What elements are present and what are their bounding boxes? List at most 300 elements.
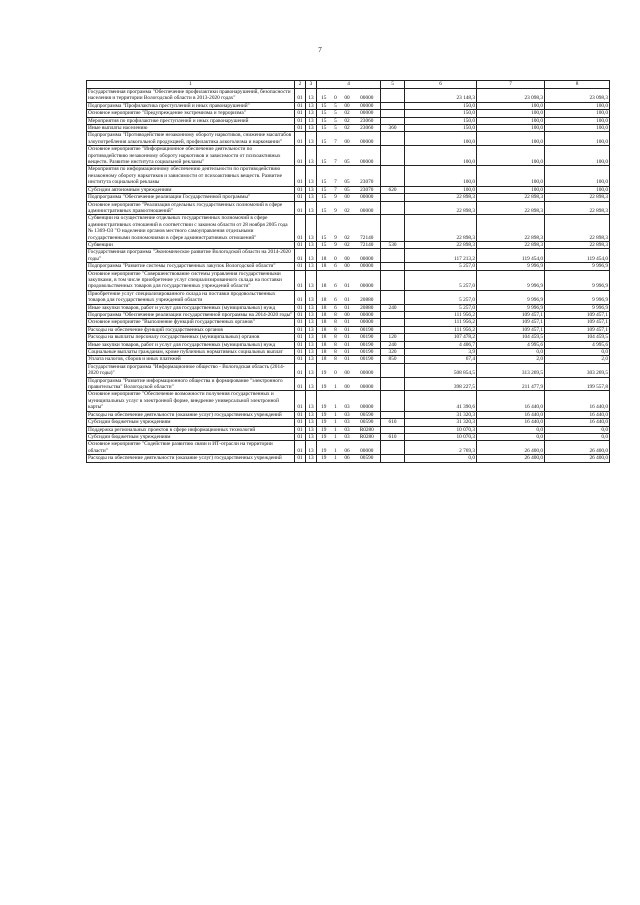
target-code-activity-cell: 01 (341, 304, 354, 311)
target-code-activity-cell: 05 (341, 166, 354, 186)
amount-year3-cell: 0,0 (545, 433, 610, 440)
row-name-cell: Иные закупки товаров, работ и услуг для государственных (муниципальных) нужд (87, 304, 295, 311)
target-code-program-cell: 19 (317, 377, 331, 391)
table-row (87, 363, 610, 377)
section-code-cell: 01 (295, 186, 306, 193)
target-code-direction-cell: 00590 (354, 411, 381, 418)
amount-year2-cell: 109 457,1 (477, 312, 545, 319)
target-code-activity-cell: 00 (341, 377, 354, 391)
row-name-cell: Государственная программа "Обеспечение профилактики правонарушений, безопасности населения и территории Вологодской области в 2013-2020 годах" (87, 89, 295, 103)
table-row (87, 341, 610, 348)
row-name-cell: Социальные выплаты гражданам, кроме публичных нормативных социальных выплат (87, 349, 295, 356)
amount-year3-cell: 9 996,9 (545, 304, 610, 311)
row-name-cell: Расходы на выплаты персоналу государственных (муниципальных) органов (87, 334, 295, 341)
expense-type-cell (381, 201, 405, 215)
target-code-activity-cell: 00 (341, 363, 354, 377)
target-code-subprogram-cell: 7 (331, 186, 341, 193)
amount-year2-cell: 313 269,5 (477, 363, 545, 377)
col-header-7: 7 (477, 81, 545, 89)
target-code-program-cell: 18 (317, 356, 331, 363)
target-code-program-cell: 19 (317, 426, 331, 433)
amount-year2-cell: 16 440,0 (477, 419, 545, 426)
amount-year2-cell: 0,0 (477, 433, 545, 440)
expense-type-cell (381, 215, 405, 242)
target-code-program-cell: 15 (317, 132, 331, 146)
target-code-subprogram-cell: 6 (331, 304, 341, 311)
target-code-direction-cell: 23070 (354, 186, 381, 193)
row-name-cell: Основное мероприятие "Обеспечение возможности получения государственных и муниципальных услуг в электронной форме, внедрение универсальной электронной карты" (87, 391, 295, 411)
target-code-direction-cell: 00000 (354, 110, 381, 117)
section-code-cell: 01 (295, 117, 306, 124)
target-code-program-cell: 19 (317, 411, 331, 418)
section-code-cell: 01 (295, 363, 306, 377)
row-name-cell: Основное мероприятие "Содействие развитию связи и ИТ-отрасли на территории области" (87, 441, 295, 455)
amount-year2-cell: 22 898,3 (477, 241, 545, 248)
amount-year2-cell: 100,0 (477, 117, 545, 124)
amount-year1-cell: 100,0 (405, 132, 477, 146)
target-code-direction-cell: 00590 (354, 419, 381, 426)
target-code-subprogram-cell: 8 (331, 312, 341, 319)
amount-year2-cell: 9 996,9 (477, 290, 545, 304)
subsection-code-cell: 13 (306, 349, 317, 356)
target-code-program-cell: 15 (317, 166, 331, 186)
amount-year2-cell: 4 995,6 (477, 341, 545, 348)
expense-type-cell: 620 (381, 186, 405, 193)
target-code-subprogram-cell: 0 (331, 249, 341, 263)
expense-type-cell (381, 290, 405, 304)
target-code-activity-cell: 02 (341, 201, 354, 215)
section-code-cell: 01 (295, 110, 306, 117)
subsection-code-cell: 13 (306, 89, 317, 103)
amount-year1-cell: 150,0 (405, 125, 477, 132)
target-code-activity-cell: 00 (341, 102, 354, 109)
expense-type-cell (381, 110, 405, 117)
target-code-program-cell: 18 (317, 290, 331, 304)
section-code-cell: 01 (295, 89, 306, 103)
row-name-cell: Подпрограмма "Противодействие незаконному обороту наркотиков, снижение масштабов злоупотребления алкогольной продукцией, профилактика алкоголизма и наркомании" (87, 132, 295, 146)
target-code-subprogram-cell: 5 (331, 125, 341, 132)
table-row (87, 290, 610, 304)
subsection-code-cell: 13 (306, 125, 317, 132)
subsection-code-cell: 13 (306, 356, 317, 363)
target-code-program-cell: 15 (317, 194, 331, 201)
expense-type-cell (381, 426, 405, 433)
amount-year1-cell: 508 854,5 (405, 363, 477, 377)
section-code-cell: 01 (295, 334, 306, 341)
target-code-direction-cell: 23070 (354, 166, 381, 186)
col-header-4: 4 (317, 81, 381, 89)
subsection-code-cell: 13 (306, 166, 317, 186)
row-name-cell: Основное мероприятие "Совершенствование системы управления государственными закупками, в том числе приобретение услуг специализированного склада на поставки продовольственных товаров для государственных учреждений области" (87, 270, 295, 290)
amount-year3-cell: 9 996,9 (545, 290, 610, 304)
amount-year3-cell: 2,0 (545, 356, 610, 363)
amount-year3-cell: 119 454,0 (545, 249, 610, 263)
amount-year3-cell: 22 898,3 (545, 241, 610, 248)
expense-type-cell: 850 (381, 356, 405, 363)
amount-year3-cell: 100,0 (545, 132, 610, 146)
amount-year3-cell: 100,0 (545, 166, 610, 186)
subsection-code-cell: 13 (306, 319, 317, 326)
target-code-activity-cell: 02 (341, 215, 354, 242)
subsection-code-cell: 13 (306, 290, 317, 304)
table-row (87, 132, 610, 146)
target-code-direction-cell: 00000 (354, 249, 381, 263)
amount-year1-cell: 111 956,2 (405, 312, 477, 319)
amount-year1-cell: 4 406,7 (405, 341, 477, 348)
subsection-code-cell: 13 (306, 117, 317, 124)
amount-year3-cell: 16 440,0 (545, 411, 610, 418)
section-code-cell: 01 (295, 312, 306, 319)
amount-year2-cell: 9 996,9 (477, 304, 545, 311)
amount-year3-cell: 199 557,8 (545, 377, 610, 391)
amount-year1-cell: 41 390,6 (405, 391, 477, 411)
target-code-activity-cell: 01 (341, 319, 354, 326)
table-row (87, 110, 610, 117)
amount-year1-cell: 3,9 (405, 349, 477, 356)
target-code-direction-cell: 20880 (354, 290, 381, 304)
expense-type-cell: 240 (381, 341, 405, 348)
row-name-cell: Субвенции на осуществление отдельных государственных полномочий в сфере административных отношений в соответствии с законом области от 28 ноября 2005 года № 1369-ОЗ "О наделении органов местного самоуправления отдельными государственными полномочиями в сфере административных отношений" (87, 215, 295, 242)
amount-year2-cell: 0,0 (477, 349, 545, 356)
expense-type-cell: 360 (381, 125, 405, 132)
target-code-direction-cell: 72140 (354, 215, 381, 242)
col-header-6: 6 (405, 81, 477, 89)
row-name-cell: Расходы на обеспечение деятельности (оказание услуг) государственных учреждений (87, 455, 295, 462)
amount-year2-cell: 100,0 (477, 186, 545, 193)
subsection-code-cell: 13 (306, 326, 317, 333)
table-row (87, 455, 610, 462)
table-row (87, 215, 610, 242)
col-header-3: 3 (306, 81, 317, 89)
target-code-direction-cell: R0280 (354, 433, 381, 440)
subsection-code-cell: 13 (306, 377, 317, 391)
amount-year1-cell: 10 070,3 (405, 426, 477, 433)
amount-year1-cell: 398 227,5 (405, 377, 477, 391)
subsection-code-cell: 13 (306, 441, 317, 455)
amount-year2-cell: 109 457,1 (477, 326, 545, 333)
amount-year1-cell: 5 257,0 (405, 304, 477, 311)
section-code-cell: 01 (295, 166, 306, 186)
subsection-code-cell: 13 (306, 194, 317, 201)
row-name-cell: Основное мероприятие "Предупреждение экстремизма и терроризма" (87, 110, 295, 117)
expense-type-cell (381, 363, 405, 377)
expense-type-cell (381, 441, 405, 455)
target-code-activity-cell: 01 (341, 290, 354, 304)
amount-year2-cell: 16 440,0 (477, 391, 545, 411)
row-name-cell: Субсидии автономным учреждениям (87, 186, 295, 193)
target-code-activity-cell: 05 (341, 146, 354, 166)
target-code-activity-cell: 03 (341, 419, 354, 426)
target-code-program-cell: 19 (317, 363, 331, 377)
section-code-cell: 01 (295, 194, 306, 201)
target-code-activity-cell: 02 (341, 241, 354, 248)
subsection-code-cell: 13 (306, 201, 317, 215)
amount-year1-cell: 67,4 (405, 356, 477, 363)
subsection-code-cell: 13 (306, 132, 317, 146)
expense-type-cell: 610 (381, 433, 405, 440)
amount-year3-cell: 100,0 (545, 102, 610, 109)
target-code-program-cell: 15 (317, 186, 331, 193)
subsection-code-cell: 13 (306, 334, 317, 341)
amount-year2-cell: 2,0 (477, 356, 545, 363)
amount-year1-cell: 107 478,2 (405, 334, 477, 341)
amount-year3-cell: 109 457,1 (545, 319, 610, 326)
target-code-direction-cell: R0280 (354, 426, 381, 433)
amount-year3-cell: 100,0 (545, 125, 610, 132)
target-code-direction-cell: 00190 (354, 356, 381, 363)
amount-year2-cell: 100,0 (477, 125, 545, 132)
section-code-cell: 01 (295, 341, 306, 348)
target-code-activity-cell: 05 (341, 186, 354, 193)
table-row (87, 356, 610, 363)
table-row (87, 270, 610, 290)
target-code-direction-cell: 00000 (354, 201, 381, 215)
target-code-activity-cell: 06 (341, 455, 354, 462)
section-code-cell: 01 (295, 263, 306, 270)
row-name-cell: Мероприятия по информационному обеспечению деятельности по противодействию незаконному обороту наркотиков и зависимости от психоактивных веществ. Развитие института социальной рекламы (87, 166, 295, 186)
expense-type-cell: 610 (381, 419, 405, 426)
amount-year2-cell: 0,0 (477, 426, 545, 433)
amount-year1-cell: 31 320,3 (405, 419, 477, 426)
target-code-program-cell: 15 (317, 117, 331, 124)
target-code-activity-cell: 03 (341, 411, 354, 418)
target-code-program-cell: 18 (317, 341, 331, 348)
target-code-activity-cell: 02 (341, 125, 354, 132)
target-code-activity-cell: 00 (341, 194, 354, 201)
target-code-program-cell: 15 (317, 125, 331, 132)
table-row (87, 319, 610, 326)
amount-year1-cell: 100,0 (405, 166, 477, 186)
row-name-cell: Основное мероприятие "Информационное обеспечение деятельности по противодействию незаконному обороту наркотиков и зависимости от психоактивных веществ. Развитие института социальной рекламы" (87, 146, 295, 166)
amount-year2-cell: 16 440,0 (477, 411, 545, 418)
target-code-direction-cell: 20880 (354, 304, 381, 311)
subsection-code-cell: 13 (306, 146, 317, 166)
amount-year2-cell: 100,0 (477, 102, 545, 109)
amount-year3-cell: 100,0 (545, 146, 610, 166)
table-row (87, 201, 610, 215)
target-code-direction-cell: 00190 (354, 349, 381, 356)
target-code-activity-cell: 00 (341, 89, 354, 103)
amount-year3-cell: 26 400,0 (545, 455, 610, 462)
amount-year1-cell: 22 898,3 (405, 194, 477, 201)
subsection-code-cell: 13 (306, 433, 317, 440)
target-code-direction-cell: 00000 (354, 363, 381, 377)
expense-type-cell (381, 194, 405, 201)
target-code-activity-cell: 03 (341, 433, 354, 440)
amount-year2-cell: 100,0 (477, 132, 545, 146)
subsection-code-cell: 13 (306, 419, 317, 426)
target-code-activity-cell: 03 (341, 426, 354, 433)
row-name-cell: Иные закупки товаров, работ и услуг для государственных (муниципальных) нужд (87, 341, 295, 348)
expense-type-cell (381, 455, 405, 462)
amount-year3-cell: 9 996,9 (545, 270, 610, 290)
amount-year1-cell: 5 257,0 (405, 263, 477, 270)
target-code-activity-cell: 01 (341, 270, 354, 290)
amount-year2-cell: 23 098,3 (477, 89, 545, 103)
target-code-program-cell: 15 (317, 241, 331, 248)
row-name-cell: Подпрограмма "Обеспечение реализации Государственной программы" (87, 194, 295, 201)
amount-year2-cell: 22 898,3 (477, 215, 545, 242)
table-body (87, 89, 610, 463)
table-row (87, 263, 610, 270)
amount-year2-cell: 100,0 (477, 146, 545, 166)
subsection-code-cell: 13 (306, 304, 317, 311)
target-code-subprogram-cell: 9 (331, 241, 341, 248)
target-code-subprogram-cell: 0 (331, 89, 341, 103)
target-code-subprogram-cell: 1 (331, 433, 341, 440)
section-code-cell: 01 (295, 326, 306, 333)
subsection-code-cell: 13 (306, 312, 317, 319)
table-row (87, 241, 610, 248)
target-code-direction-cell: 00000 (354, 270, 381, 290)
target-code-direction-cell: 00190 (354, 341, 381, 348)
target-code-program-cell: 15 (317, 201, 331, 215)
section-code-cell: 01 (295, 215, 306, 242)
amount-year3-cell: 100,0 (545, 186, 610, 193)
amount-year1-cell: 23 148,3 (405, 89, 477, 103)
amount-year3-cell: 16 440,0 (545, 419, 610, 426)
amount-year3-cell: 22 898,3 (545, 215, 610, 242)
target-code-program-cell: 15 (317, 215, 331, 242)
subsection-code-cell: 13 (306, 249, 317, 263)
row-name-cell: Уплата налогов, сборов и иных платежей (87, 356, 295, 363)
section-code-cell: 01 (295, 132, 306, 146)
amount-year3-cell: 0,0 (545, 426, 610, 433)
target-code-direction-cell: 72140 (354, 241, 381, 248)
section-code-cell: 01 (295, 426, 306, 433)
amount-year1-cell: 22 898,3 (405, 215, 477, 242)
section-code-cell: 01 (295, 102, 306, 109)
amount-year1-cell: 22 898,3 (405, 241, 477, 248)
row-name-cell: Подпрограмма "Развитие системы государственных закупок Вологодской области" (87, 263, 295, 270)
table-row (87, 433, 610, 440)
page-number: 7 (318, 46, 322, 54)
amount-year2-cell: 26 400,0 (477, 441, 545, 455)
target-code-subprogram-cell: 7 (331, 166, 341, 186)
table-row (87, 326, 610, 333)
section-code-cell: 01 (295, 319, 306, 326)
section-code-cell: 01 (295, 241, 306, 248)
subsection-code-cell: 13 (306, 270, 317, 290)
target-code-subprogram-cell: 1 (331, 419, 341, 426)
amount-year3-cell: 0,0 (545, 349, 610, 356)
table-row (87, 312, 610, 319)
target-code-direction-cell: 23060 (354, 125, 381, 132)
amount-year1-cell: 150,0 (405, 117, 477, 124)
target-code-activity-cell: 06 (341, 441, 354, 455)
row-name-cell: Субсидии бюджетным учреждениям (87, 419, 295, 426)
amount-year3-cell: 22 898,3 (545, 201, 610, 215)
subsection-code-cell: 13 (306, 391, 317, 411)
budget-table (86, 80, 610, 463)
amount-year1-cell: 2 769,3 (405, 441, 477, 455)
target-code-direction-cell: 00000 (354, 102, 381, 109)
target-code-activity-cell: 00 (341, 263, 354, 270)
target-code-subprogram-cell: 8 (331, 349, 341, 356)
subsection-code-cell: 13 (306, 455, 317, 462)
header-row (87, 81, 610, 89)
subsection-code-cell: 13 (306, 411, 317, 418)
target-code-activity-cell: 01 (341, 356, 354, 363)
target-code-direction-cell: 00000 (354, 89, 381, 103)
amount-year2-cell: 211 477,9 (477, 377, 545, 391)
expense-type-cell (381, 89, 405, 103)
target-code-subprogram-cell: 8 (331, 356, 341, 363)
row-name-cell: Приобретение услуг специализированного склада на поставки продовольственных товаров для государственных учреждений области (87, 290, 295, 304)
amount-year2-cell: 109 457,1 (477, 319, 545, 326)
target-code-activity-cell: 00 (341, 312, 354, 319)
section-code-cell: 01 (295, 270, 306, 290)
expense-type-cell (381, 146, 405, 166)
target-code-direction-cell: 00190 (354, 334, 381, 341)
target-code-subprogram-cell: 8 (331, 319, 341, 326)
target-code-subprogram-cell: 7 (331, 132, 341, 146)
section-code-cell: 01 (295, 290, 306, 304)
amount-year1-cell: 100,0 (405, 146, 477, 166)
target-code-subprogram-cell: 1 (331, 391, 341, 411)
target-code-activity-cell: 01 (341, 334, 354, 341)
expense-type-cell (381, 263, 405, 270)
table-row (87, 102, 610, 109)
target-code-subprogram-cell: 1 (331, 411, 341, 418)
row-name-cell: Иные выплаты населению (87, 125, 295, 132)
target-code-subprogram-cell: 7 (331, 146, 341, 166)
subsection-code-cell: 13 (306, 341, 317, 348)
expense-type-cell: 240 (381, 304, 405, 311)
target-code-activity-cell: 02 (341, 117, 354, 124)
table-row (87, 419, 610, 426)
row-name-cell: Мероприятия по профилактике преступлений и иных правонарушений (87, 117, 295, 124)
table-row (87, 166, 610, 186)
row-name-cell: Подпрограмма "Обеспечение реализации государственной программы на 2014-2020 годы" (87, 312, 295, 319)
subsection-code-cell: 13 (306, 263, 317, 270)
amount-year2-cell: 119 454,0 (477, 249, 545, 263)
col-header-1: 1 (87, 81, 295, 89)
amount-year2-cell: 100,0 (477, 110, 545, 117)
amount-year1-cell: 31 320,3 (405, 411, 477, 418)
amount-year3-cell: 303 269,5 (545, 363, 610, 377)
amount-year1-cell: 150,0 (405, 102, 477, 109)
amount-year3-cell: 104 459,5 (545, 334, 610, 341)
section-code-cell: 01 (295, 125, 306, 132)
amount-year1-cell: 22 898,3 (405, 201, 477, 215)
target-code-program-cell: 15 (317, 102, 331, 109)
row-name-cell: Расходы на обеспечение деятельности (оказание услуг) государственных учреждений (87, 411, 295, 418)
section-code-cell: 01 (295, 146, 306, 166)
target-code-activity-cell: 02 (341, 110, 354, 117)
amount-year2-cell: 104 459,5 (477, 334, 545, 341)
target-code-activity-cell: 01 (341, 341, 354, 348)
target-code-program-cell: 18 (317, 249, 331, 263)
table-row (87, 194, 610, 201)
table-row (87, 125, 610, 132)
target-code-direction-cell: 00590 (354, 455, 381, 462)
table-row (87, 304, 610, 311)
amount-year1-cell: 117 213,2 (405, 249, 477, 263)
target-code-direction-cell: 00000 (354, 263, 381, 270)
target-code-direction-cell: 00000 (354, 146, 381, 166)
expense-type-cell (381, 102, 405, 109)
col-header-8: 8 (545, 81, 610, 89)
section-code-cell: 01 (295, 441, 306, 455)
section-code-cell: 01 (295, 419, 306, 426)
target-code-activity-cell: 00 (341, 132, 354, 146)
target-code-direction-cell: 00000 (354, 319, 381, 326)
target-code-direction-cell: 00000 (354, 377, 381, 391)
target-code-program-cell: 19 (317, 441, 331, 455)
table-row (87, 411, 610, 418)
expense-type-cell (381, 249, 405, 263)
